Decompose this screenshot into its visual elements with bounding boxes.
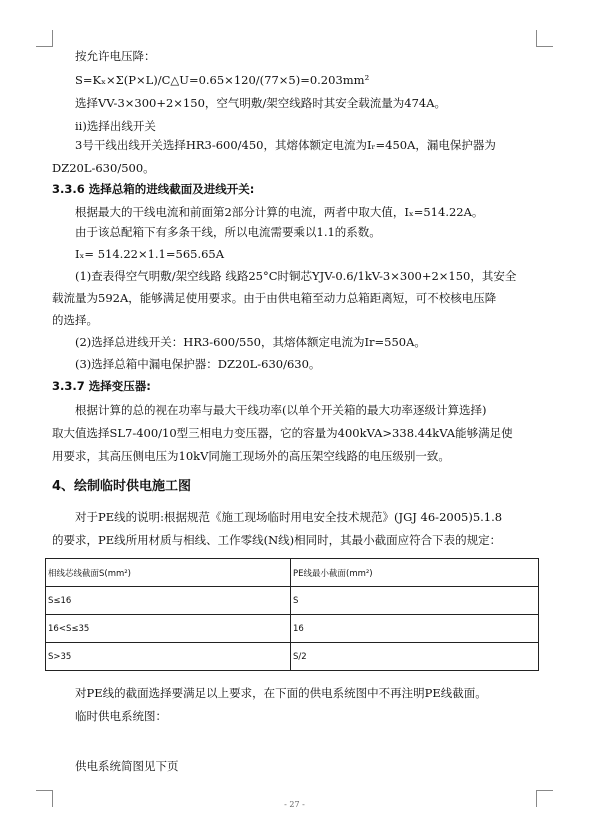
text-line: (1)查表得空气明敷/架空线路 线路25°C时铜芯YJV-0.6/1kV-3×300+2×150，其安全 <box>75 269 517 283</box>
table-cell: S>35 <box>46 643 291 671</box>
pe-wire-table <box>45 558 539 671</box>
table-header-cell: 相线芯线截面S(mm²) <box>46 559 291 587</box>
page-number: - 27 - <box>284 800 305 809</box>
text-line: (2)选择总进线开关：HR3-600/550，其熔体额定电流为Ir=550A。 <box>75 335 426 349</box>
text-line: 供电系统简图见下页 <box>75 759 179 773</box>
table-cell: 16 <box>291 615 539 643</box>
table-row <box>46 615 539 643</box>
section-heading-3-3-7: 3.3.7 选择变压器: <box>52 379 151 393</box>
text-line: 3号干线出线开关选择HR3-600/450，其熔体额定电流为Iᵣ=450A，漏电保护器为 <box>75 138 496 152</box>
text-line: 由于该总配箱下有多条干线，所以电流需要乘以1.1的系数。 <box>75 225 381 239</box>
text-line: 的选择。 <box>52 313 98 327</box>
text-line: 取大值选择SL7-400/10型三相电力变压器，它的容量为400kVA>338.44kVA能够满足使 <box>52 426 513 440</box>
table-row <box>46 587 539 615</box>
crop-mark-top-left <box>36 30 53 47</box>
text-line: DZ20L-630/500。 <box>52 161 155 175</box>
formula-line: S=Kₓ×Σ(P×L)/C△U=0.65×120/(77×5)=0.203mm² <box>75 73 370 87</box>
table-row <box>46 643 539 671</box>
text-line: ii)选择出线开关 <box>75 119 156 133</box>
table-cell: S/2 <box>291 643 539 671</box>
section-heading-4: 4、绘制临时供电施工图 <box>52 479 192 494</box>
text-line: 根据最大的干线电流和前面第2部分计算的电流，两者中取大值，Iₓ=514.22A。 <box>75 205 484 219</box>
text-line: (3)选择总箱中漏电保护器：DZ20L-630/630。 <box>75 357 321 371</box>
table-header-cell: PE线最小截面(mm²) <box>291 559 539 587</box>
table-header-row <box>46 559 539 587</box>
text-line: 选择VV-3×300+2×150，空气明敷/架空线路时其安全载流量为474A。 <box>75 96 447 110</box>
text-line: 用要求，其高压侧电压为10kV同施工现场外的高压架空线路的电压级别一致。 <box>52 449 450 463</box>
text-line: 的要求，PE线所用材质与相线、工作零线(N线)相同时，其最小截面应符合下表的规定： <box>52 533 502 547</box>
text-line: 按允许电压降： <box>75 49 156 63</box>
text-line: 根据计算的总的视在功率与最大干线功率(以单个开关箱的最大功率逐级计算选择) <box>75 403 487 417</box>
text-line: 对PE线的截面选择要满足以上要求，在下面的供电系统图中不再注明PE线截面。 <box>75 686 487 700</box>
text-line: Iₓ= 514.22×1.1=565.65A <box>75 247 225 261</box>
text-line: 对于PE线的说明:根据规范《施工现场临时用电安全技术规范》(JGJ 46-2005)5.1.8 <box>75 510 503 524</box>
table-cell: S <box>291 587 539 615</box>
table-cell: 16<S≤35 <box>46 615 291 643</box>
crop-mark-top-right <box>536 30 553 47</box>
text-line: 临时供电系统图： <box>75 709 167 723</box>
section-heading-3-3-6: 3.3.6 选择总箱的进线截面及进线开关: <box>52 182 255 196</box>
text-line: 载流量为592A，能够满足使用要求。由于由供电箱至动力总箱距离短，可不校核电压降 <box>52 291 497 305</box>
table-cell: S≤16 <box>46 587 291 615</box>
